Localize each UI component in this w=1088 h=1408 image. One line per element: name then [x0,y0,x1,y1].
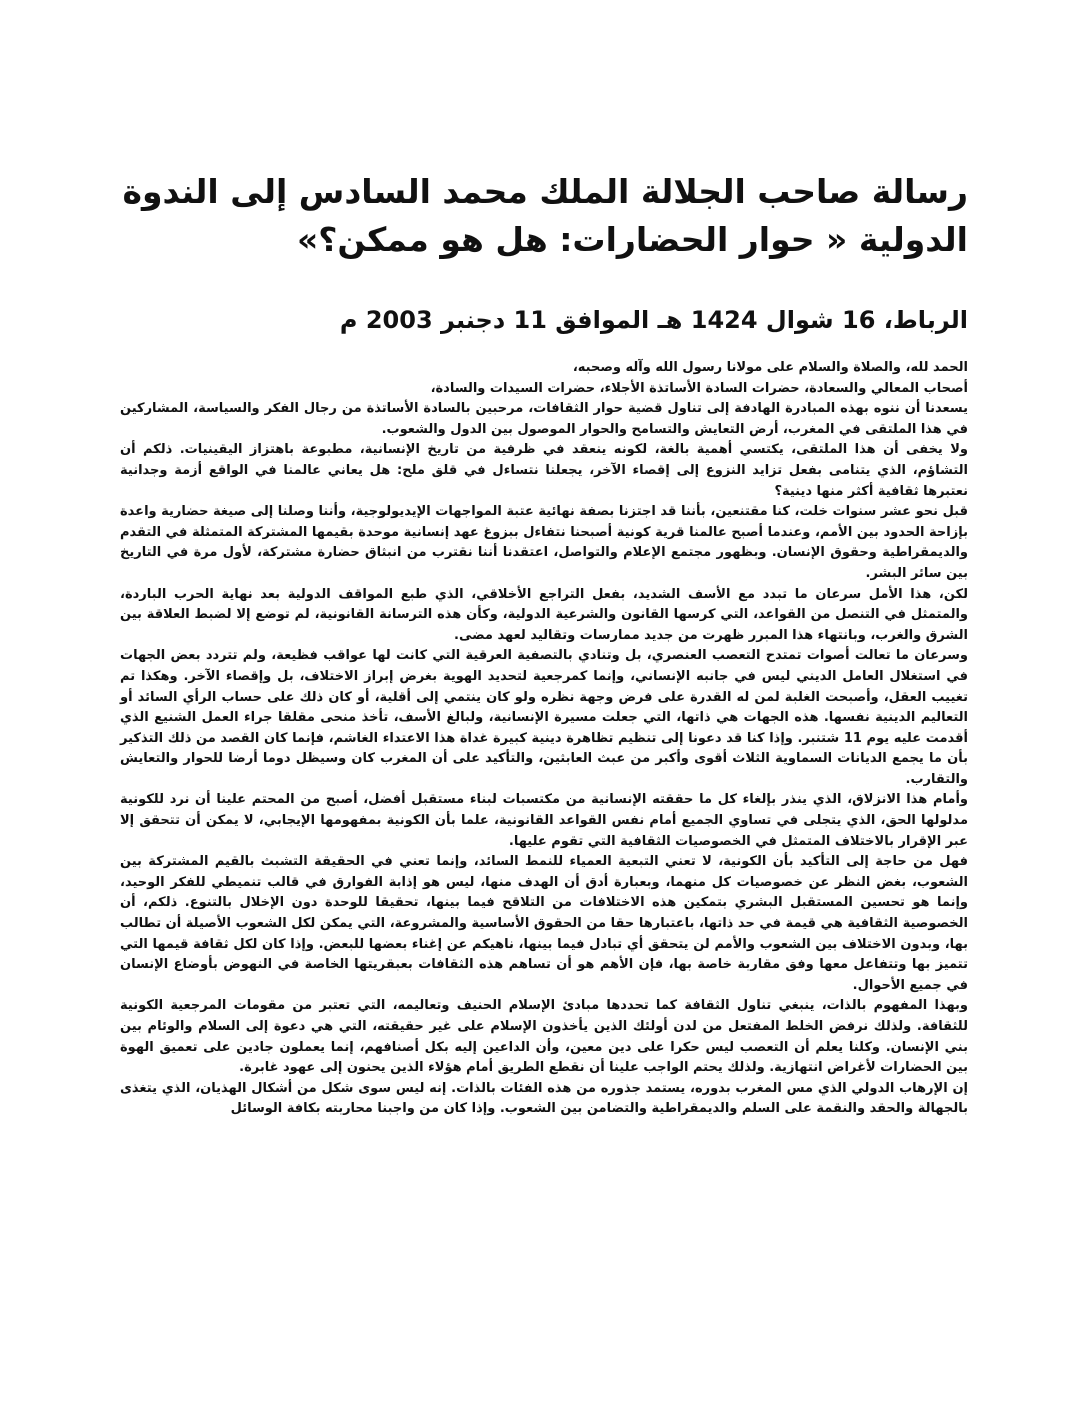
document-page [120,168,968,1120]
document-body [120,358,968,1120]
document-title [120,168,968,264]
paragraph: لكن، هذا الأمل سرعان ما تبدد مع الأسف الشديد، بفعل التراجع الأخلاقي، الذي طبع المواقف الدولية بعد نهاية الحرب الباردة، والمتمثل في التنصل من القواعد، التي كرسها القانون والشرعية الدولية، وكأن هذه الترسانة القانونية، لم توضع إلا لضبط العلاقة بين الشرق والغرب، وبانتهاء هذا المبرر ظهرت من جديد ممارسات وتقاليد لعهد مضى. [120,586,968,643]
paragraph: الحمد لله، والصلاة والسلام على مولانا رسول الله وآله وصحبه، [572,360,968,375]
paragraph: قبل نحو عشر سنوات خلت، كنا مقتنعين، بأننا قد اجتزنا بصفة نهائية عتبة المواجهات الإيديولوجية، وأننا وصلنا إلى صيغة حضارية واعدة بإزاحة الحدود بين الأمم، وعندما أصبح عالمنا قرية كونية أصبحنا نتفاءل ببزوغ عهد إنسانية موحدة بقيمها المشتركة المتمثلة في التقدم والديمقراطية وحقوق الإنسان. وبظهور مجتمع الإعلام والتواصل، اعتقدنا أننا نقترب من انبثاق حضارة مشتركة، لأول مرة في التاريخ بين سائر البشر. [120,504,968,581]
paragraph: فهل من حاجة إلى التأكيد بأن الكونية، لا تعني التبعية العمياء للنمط السائد، وإنما تعني في الحقيقة التشبث بالقيم المشتركة بين الشعوب، بغض النظر عن خصوصيات كل منهما، وبعبارة أدق أن الهدف منها، ليس هو إذابة الفوارق في قالب تنميطي للفكر الوحيد، وإنما هو تحسين المستقبل البشري بتمكين هذه الاختلافات من التلاقح فيما بينها، تحقيقا للوحدة دون الإخلال بالتنوع. ذلكم، أن الخصوصية الثقافية هي قيمة في حد ذاتها، باعتبارها حقا من الحقوق الأساسية والمشروعة، التي يمكن لكل الشعوب الأصيلة أن تطالب بها، وبدون الاختلاف بين الشعوب والأمم لن يتحقق أي تبادل فيما بينها، ناهيكم عن إغناء بعضها للبعض. وإذا كان لكل ثقافة قيمها التي تتميز بها وتتفاعل معها وفق مقاربة خاصة بها، فإن الأهم هو أن تساهم هذه الثقافات بعبقريتها الخاصة في النهوض بأوضاع الإنسان في جميع الأحوال. [120,854,968,993]
paragraph: وأمام هذا الانزلاق، الذي ينذر بإلغاء كل ما حققته الإنسانية من مكتسبات لبناء مستقبل أفضل، أصبح من المحتم علينا أن نرد للكونية مدلولها الحق، الذي يتجلى في تساوي الجميع أمام نفس القواعد القانونية، علما بأن الكونية بمفهومها الإيجابي، لا يمكن أن تتحقق إلا عبر الإقرار بالاختلاف المتمثل في الخصوصيات الثقافية التي تقوم عليها. [120,792,968,849]
paragraph: ولا يخفى أن هذا الملتقى، يكتسي أهمية بالغة، لكونه ينعقد في ظرفية من تاريخ الإنسانية، مطبوعة باهتزاز اليقينيات. ذلكم أن التشاؤم، الذي يتنامى بفعل تزايد النزوع إلى إقصاء الآخر، يجعلنا نتساءل في قلق ملح: هل يعاني عالمنا في الواقع أزمة وجدانية نعتبرها ثقافية أكثر منها دينية؟ [120,442,968,499]
paragraph: وسرعان ما تعالت أصوات تمتدح التعصب العنصري، بل وتنادي بالتصفية العرقية التي كانت لها عواقب فظيعة، ولم تتردد بعض الجهات في استغلال العامل الديني ليس في جانبه الإنساني، وإنما كمرجعية لتحديد الهوية بغرض إبراز الاختلاف، بل وإقصاء الآخر. وهكذا تم تغييب العقل، وأصبحت الغلبة لمن له القدرة على فرض وجهة نظره ولو كان ينتمي إلى أقلية، أو كان ذلك على حساب الرأي السائد أو التعاليم الدينية نفسها. هذه الجهات هي ذاتها، التي جعلت مسيرة الإنسانية، ولبالغ الأسف، تأخذ منحى مقلقا جراء العمل الشنيع الذي أقدمت عليه يوم 11 شتنبر. وإذا كنا قد دعونا إلى تنظيم تظاهرة دينية كبيرة غداة هذا الاعتداء الغاشم، فإنما كان القصد من ذلك التذكير بأن ما يجمع الديانات السماوية الثلاث أقوى وأكبر من عبث العابثين، والتأكيد على أن المغرب كان وسيظل دوما أرضا للحوار والتعايش والتقارب. [120,648,968,787]
title-line-1: رسالة صاحب الجلالة الملك محمد السادس إلى الندوة [122,172,968,211]
paragraph: وبهذا المفهوم بالذات، ينبغي تناول الثقافة كما تحددها مبادئ الإسلام الحنيف وتعاليمه، التي تعتبر من مقومات المرجعية الكونية للثقافة. ولذلك نرفض الخلط المفتعل من لدن أولئك الذين يأخذون الإسلام على غير حقيقته، التي هي دعوة إلى السلام والوئام بين بني الإنسان. وكلنا يعلم أن التعصب ليس حكرا على دين معين، وأن الداعين إليه بكل أصنافهم، إنما يعملون جادين على تعميق الهوة بين الحضارات لأغراض انتهازية. ولذلك يحتم الواجب علينا أن نقطع الطريق أمام هؤلاء الذين يحنون إلى عهود غابرة. [120,998,968,1076]
paragraph: أصحاب المعالي والسعادة، حضرات السادة الأساتذة الأجلاء، حضرات السيدات والسادة، [430,380,968,396]
paragraph: يسعدنا أن ننوه بهذه المبادرة الهادفة إلى تناول قضية حوار الثقافات، مرحبين بالسادة الأساتذة من رجال الفكر والسياسة، المشاركين في هذا الملتقى في المغرب، أرض التعايش والتسامح والحوار الموصول بين الدول والشعوب. [120,401,968,437]
paragraph: إن الإرهاب الدولي الذي مس المغرب بدوره، يستمد جذوره من هذه الفئات بالذات. إنه ليس سوى شكل من أشكال الهذيان، الذي يتغذى بالجهالة والحقد والنقمة على السلم والديمقراطية والتضامن بين الشعوب. وإذا كان من واجبنا محاربته بكافة الوسائل [120,1080,968,1117]
title-line-2: الدولية « حوار الحضارات: هل هو ممكن؟» [296,220,968,259]
date-heading: الرباط، 16 شوال 1424 هـ الموافق 11 دجنبر 2003 م [339,306,968,334]
